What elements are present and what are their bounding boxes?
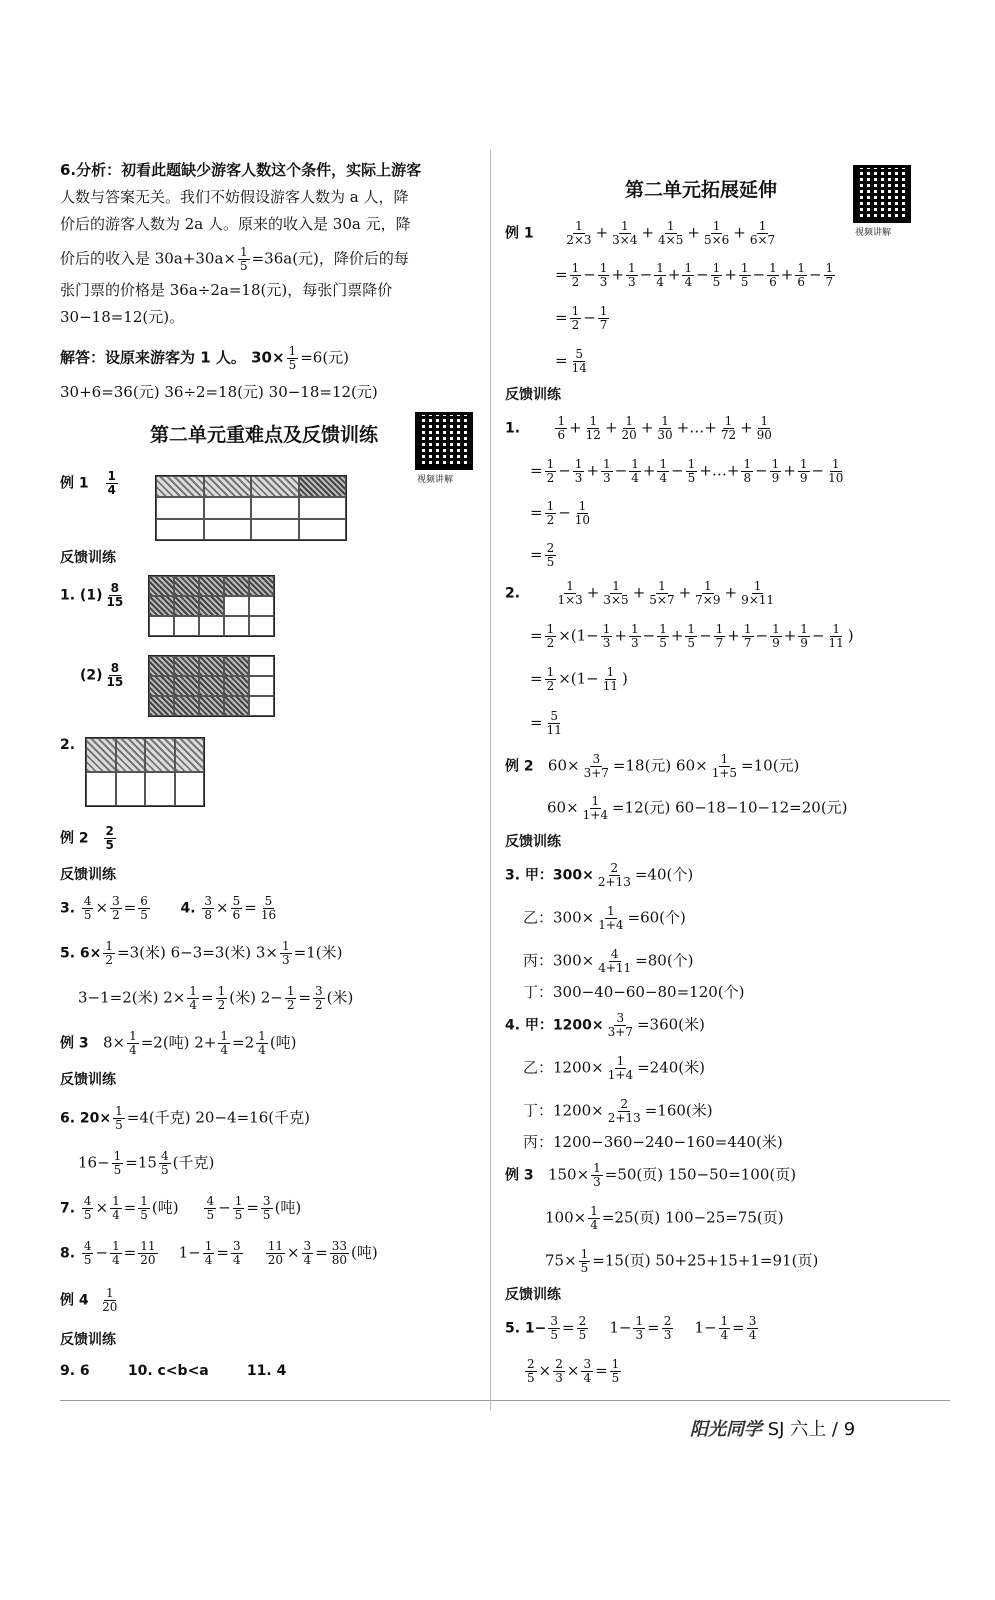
q1-grid-1 [148,575,275,637]
feedback-label-2: 反馈训练 [60,867,116,883]
answer-line-1: 解答：设原来游客为 1 人。 30× $\frac{1}{5}$ =6(元) [60,344,350,372]
r-q1-line-4: = $\frac{2}{5}$ [530,541,555,569]
r-example-1-line-2: = $\frac{1}{2}$ − $\frac{1}{3}$ + $\frac{1}{3}$ − $\frac{1}{4}$ + $\frac{1}{4}$ − $\frac{1}{5}$ + $\frac{1}{5}$ − $\frac{1}{6}$ + $\frac{1}{6}$ − $\frac{1}{7}$ [555,261,834,289]
r-example-1-line-3: = $\frac{1}{2}$ − $\frac{1}{7}$ [555,304,608,332]
r-feedback-label-3: 反馈训练 [505,1287,561,1303]
q6-line-2: 16− $\frac{1}{5}$ =15 $\frac{4}{5}$ (千克) [78,1149,215,1177]
r-example-1-line-4: = $\frac{5}{14}$ [555,347,587,375]
q1-part-2: (2) $\frac{8}{15}$ [80,661,124,689]
analysis-line-3: 价后的游客人数为 2a 人。原来的收入是 30a 元，降 [60,215,411,233]
r-q3-line-3: 丙：300× $\frac{4}{4+11}$ =80(个) [523,947,694,975]
example-2-label: 例 2 $\frac{2}{5}$ [60,824,114,852]
qr-code-icon[interactable] [853,165,911,223]
qr-caption: 视频讲解 [855,228,892,238]
r-q4-line-1: 4. 甲：1200× $\frac{3}{3+7}$ =360(米) [505,1011,705,1039]
r-q1-line-1: 1. $\frac{1}{6}$ + $\frac{1}{12}$ + $\frac{1}{20}$ + $\frac{1}{30}$ +…+ $\frac{1}{72}$ + $\frac{1}{90}$ [505,414,772,442]
analysis-line-1: 6.分析：初看此题缺少游客人数这个条件，实际上游客 [60,161,422,179]
example-1-label: 例 1 $\frac{1}{4}$ [60,469,116,497]
qr-caption: 视频讲解 [417,475,454,485]
q2-label: 2. [60,737,76,753]
r-q1-line-3: = $\frac{1}{2}$ − $\frac{1}{10}$ [530,499,591,527]
r-example-3-line-3: 75× $\frac{1}{5}$ =15(页) 50+25+15+1=91(页) [545,1247,819,1275]
r-q5-line-1: 5. 1− $\frac{3}{5}$ = $\frac{2}{5}$ 1− $\frac{1}{3}$ = $\frac{2}{3}$ 1− $\frac{1}{4}$ = $\frac{3}{4}$ [505,1314,757,1342]
q8-line: 8. $\frac{4}{5}$ − $\frac{1}{4}$ = $\frac{11}{20}$ 1− $\frac{1}{4}$ = $\frac{3}{4}$ $\frac{11}{20}$ × $\frac{3}{4}$ = $\frac{33}{80}$ (吨) [60,1239,378,1267]
q5-line-2: 3−1=2(米) 2× $\frac{1}{4}$ = $\frac{1}{2}$ (米) 2− $\frac{1}{2}$ = $\frac{3}{2}$ (米) [78,984,354,1012]
column-divider [490,150,491,1410]
r-q3-line-4: 丁：300−40−60−80=120(个) [523,983,745,1001]
r-example-1-line-1: 例 1 $\frac{1}{2\times 3}$ + $\frac{1}{3\times 4}$ + $\frac{1}{4\times 5}$ + $\frac{1}{5\times 6}$ + $\frac{1}{6\times 7}$ [505,219,776,247]
feedback-label-3: 反馈训练 [60,1072,116,1088]
q1-part-1: 1. (1) $\frac{8}{15}$ [60,581,124,609]
r-q5-line-2: $\frac{2}{5}$ × $\frac{2}{3}$ × $\frac{3}{4}$ = $\frac{1}{5}$ [527,1357,620,1385]
feedback-label-4: 反馈训练 [60,1332,116,1348]
page-footer [690,1415,855,1441]
example-3-line: 例 3 8× $\frac{1}{4}$ =2(吨) 2+ $\frac{1}{4}$ =2 $\frac{1}{4}$ (吨) [60,1029,297,1057]
qr-code-icon[interactable] [415,412,473,470]
example-4-line: 例 4 $\frac{1}{20}$ [60,1286,118,1314]
analysis-line-5: 张门票的价格是 36a÷2a=18(元)，每张门票降价 [60,281,393,299]
r-q3-line-2: 乙：300× $\frac{1}{1+4}$ =60(个) [523,904,686,932]
r-example-3-line-1: 例 3 150× $\frac{1}{3}$ =50(页) 150−50=100(页) [505,1161,797,1189]
q6-line-1: 6. 20× $\frac{1}{5}$ =4(千克) 20−4=16(千克) [60,1104,310,1132]
r-q2-line-4: = $\frac{5}{11}$ [530,709,562,737]
page-number: SJ 六上 / 9 [767,1419,856,1440]
r-q3-line-1: 3. 甲：300× $\frac{2}{2+13}$ =40(个) [505,861,694,889]
r-example-2-line-1: 例 2 60× $\frac{3}{3+7}$ =18(元) 60× $\frac{1}{1+5}$ =10(元) [505,752,800,780]
r-q4-line-4: 丙：1200−360−240−160=440(米) [523,1133,783,1151]
example-1-grid [155,475,347,541]
section-title-right: 第二单元拓展延伸 [625,179,778,201]
analysis-line-6: 30−18=12(元)。 [60,308,185,326]
analysis-line-2: 人数与答案无关。我们不妨假设游客人数为 a 人，降 [60,188,409,206]
r-q4-line-2: 乙：1200× $\frac{1}{1+4}$ =240(米) [523,1054,705,1082]
feedback-label-1: 反馈训练 [60,550,116,566]
r-feedback-label-1: 反馈训练 [505,387,561,403]
r-q2-line-2: = $\frac{1}{2}$ ×(1− $\frac{1}{3}$ + $\frac{1}{3}$ − $\frac{1}{5}$ + $\frac{1}{5}$ − $\frac{1}{7}$ + $\frac{1}{7}$ − $\frac{1}{9}$ + $\frac{1}{9}$ − $\frac{1}{11}$ ) [530,622,854,650]
r-feedback-label-2: 反馈训练 [505,834,561,850]
answer-line-2: 30+6=36(元) 36÷2=18(元) 30−18=12(元) [60,383,378,401]
q5-line-1: 5. 6× $\frac{1}{2}$ =3(米) 6−3=3(米) 3× $\frac{1}{3}$ =1(米) [60,939,343,967]
q7-line: 7. $\frac{4}{5}$ × $\frac{1}{4}$ = $\frac{1}{5}$ (吨) $\frac{4}{5}$ − $\frac{1}{5}$ = $\frac{3}{5}$ (吨) [60,1194,302,1222]
section-title-left: 第二单元重难点及反馈训练 [150,424,379,446]
r-q2-line-1: 2. $\frac{1}{1\times 3}$ + $\frac{1}{3\times 5}$ + $\frac{1}{5\times 7}$ + $\frac{1}{7\times 9}$ + $\frac{1}{9\times 11}$ [505,579,775,607]
q3-q4-line: 3. $\frac{4}{5}$ × $\frac{3}{2}$ = $\frac{6}{5}$ 4. $\frac{3}{8}$ × $\frac{5}{6}$ = $\frac{5}{16}$ [60,894,277,922]
brand-logo: 阳光同学 [690,1419,762,1440]
footer-rule [60,1400,950,1401]
q9-q11-line: 9. 6 10. c<b<a 11. 4 [60,1363,287,1379]
r-example-2-line-2: 60× $\frac{1}{1+4}$ =12(元) 60−18−10−12=20(元) [547,794,848,822]
r-example-3-line-2: 100× $\frac{1}{4}$ =25(页) 100−25=75(页) [545,1204,784,1232]
analysis-line-4: 价后的收入是 30a+30a× $\frac{1}{5}$ =36a(元)，降价后的每 [60,245,409,273]
q1-grid-2 [148,655,275,717]
q2-grid [85,737,205,807]
r-q1-line-2: = $\frac{1}{2}$ − $\frac{1}{3}$ + $\frac{1}{3}$ − $\frac{1}{4}$ + $\frac{1}{4}$ − $\frac{1}{5}$ +…+ $\frac{1}{8}$ − $\frac{1}{9}$ + $\frac{1}{9}$ − $\frac{1}{10}$ [530,457,844,485]
r-q2-line-3: = $\frac{1}{2}$ ×(1− $\frac{1}{11}$ ) [530,665,628,693]
r-q4-line-3: 丁：1200× $\frac{2}{2+13}$ =160(米) [523,1097,713,1125]
